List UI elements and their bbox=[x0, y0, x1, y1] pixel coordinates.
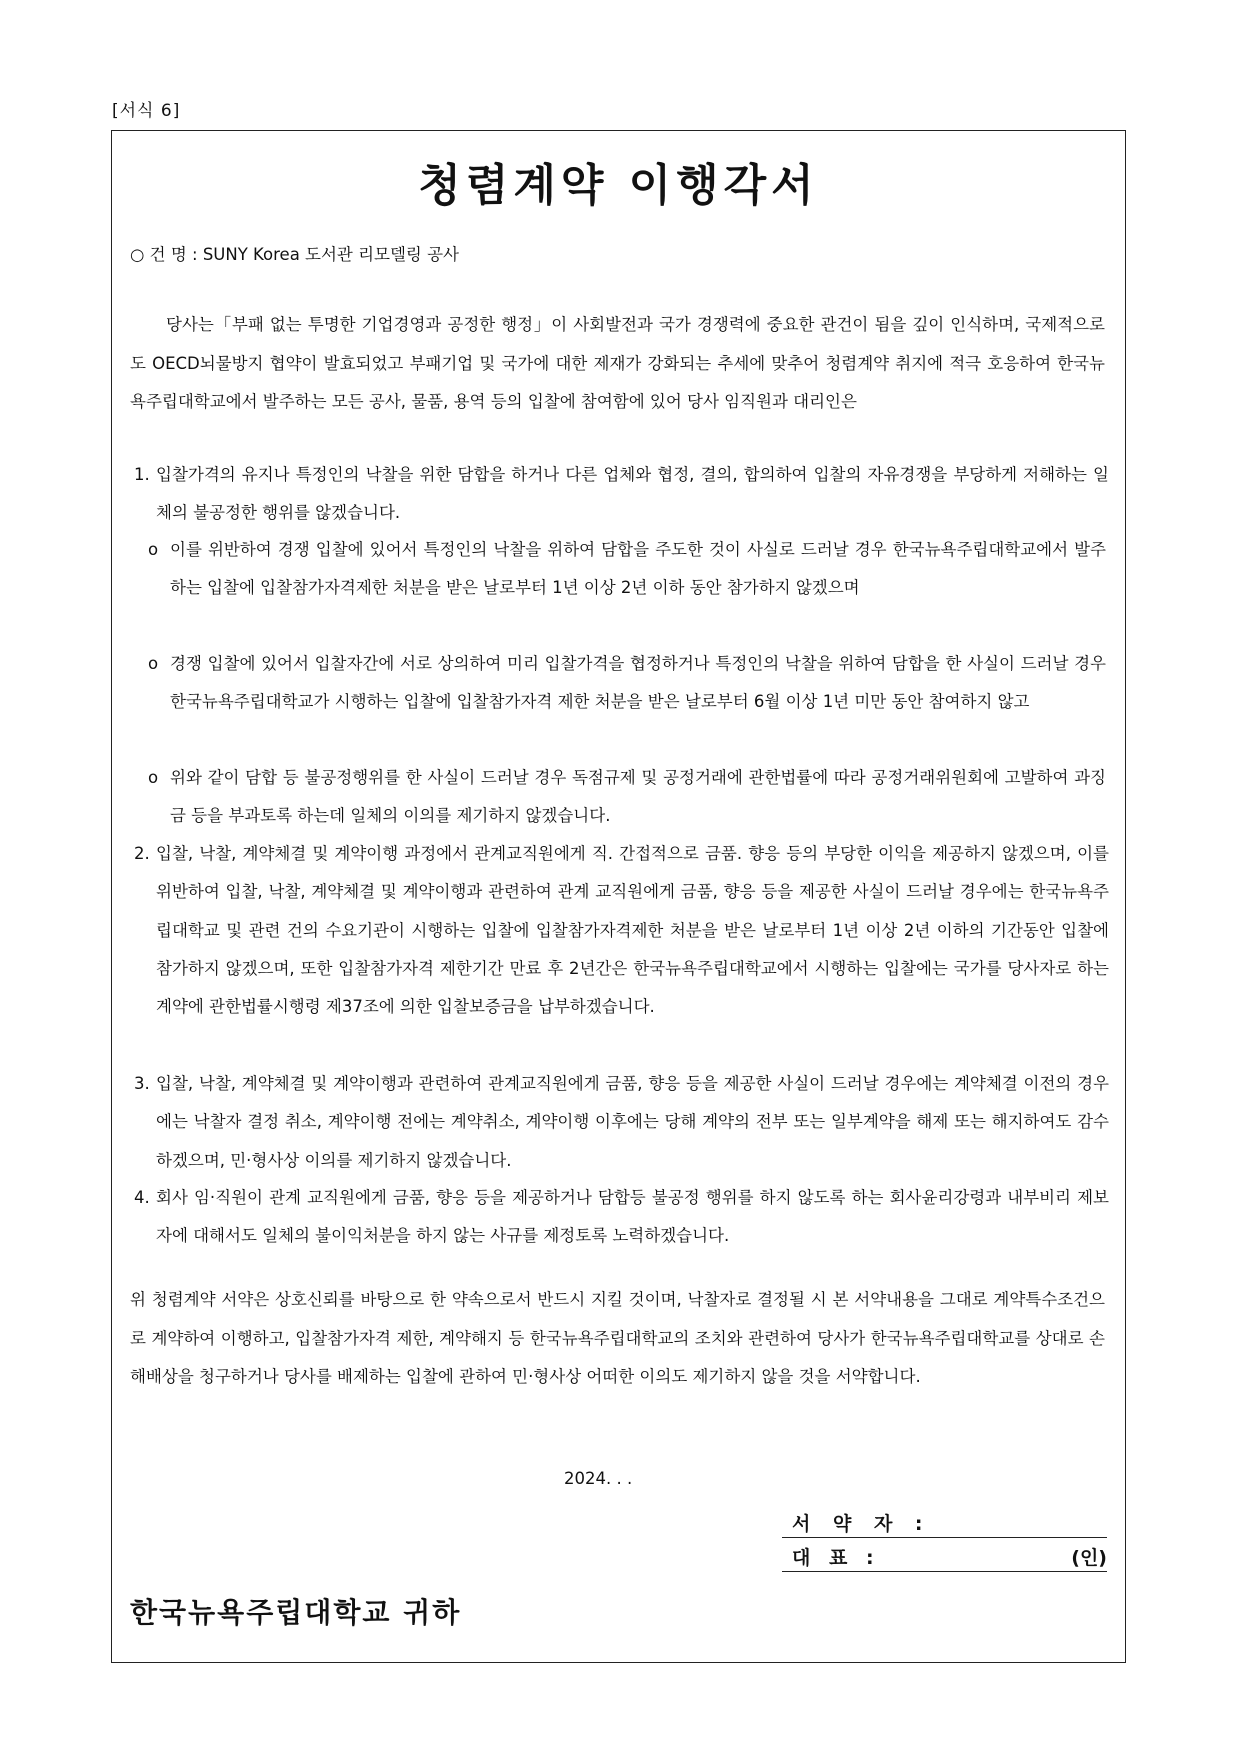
clause-number: 1. bbox=[134, 465, 150, 484]
representative-field[interactable] bbox=[782, 1541, 1107, 1572]
clause-text: 회사 임·직원이 관계 교직원에게 금품, 향응 등을 제공하거나 담합등 불공정 행위를 하지 않도록 하는 회사윤리강령과 내부비리 제보자에 대해서도 일체의 불이익처분을 하지 않는 사규를 제정토록 노력하겠습니다. bbox=[156, 1188, 1109, 1246]
subject-line: ○ 건 명 : SUNY Korea 도서관 리모델링 공사 bbox=[130, 245, 459, 264]
document-title: 청렴계약 이행각서 bbox=[418, 160, 819, 211]
sub-clause-1 bbox=[148, 531, 1106, 608]
closing-paragraph: 위 청렴계약 서약은 상호신뢰를 바탕으로 한 약속으로서 반드시 지킬 것이며, 낙찰자로 결정될 시 본 서약내용을 그대로 계약특수조건으로 계약하여 이행하고, 입찰참가자격 제한, 계약해지 등 한국뉴욕주립대학교의 조치와 관련하여 당사가 한국뉴욕주립대학교를 상대로 손해배상을 청구하거나 당사를 배제하는 입찰에 관하여 민·형사상 어떠한 이의도 제기하지 않을 것을 서약합니다. bbox=[130, 1290, 1105, 1386]
sub-clause-2 bbox=[148, 645, 1106, 722]
sub-clause-text: 경쟁 입찰에 있어서 입찰자간에 서로 상의하여 미리 입찰가격을 협정하거나 특정인의 낙찰을 위하여 담합을 한 사실이 드러날 경우 한국뉴욕주립대학교가 시행하는 입찰에 입찰참가자격 제한 처분을 받은 날로부터 6월 이상 1년 미만 동안 참여하지 않고 bbox=[170, 654, 1106, 712]
addressee: 한국뉴욕주립대학교 귀하 bbox=[130, 1596, 462, 1629]
sub-clause-text: 위와 같이 담합 등 불공정행위를 한 사실이 드러날 경우 독점규제 및 공정거래에 관한법률에 따라 공정거래위원회에 고발하여 과징금 등을 부과토록 하는데 일체의 이의를 제기하지 않겠습니다. bbox=[170, 768, 1106, 826]
document-frame bbox=[111, 130, 1126, 1663]
signatory-field[interactable] bbox=[782, 1507, 1107, 1538]
sub-clause-bullet: o bbox=[148, 768, 159, 787]
sub-clause-bullet: o bbox=[148, 654, 159, 673]
clause-4 bbox=[134, 1179, 1109, 1256]
sub-clause-3 bbox=[148, 759, 1106, 836]
clause-3 bbox=[134, 1065, 1109, 1180]
seal-label: (인) bbox=[1071, 1547, 1107, 1569]
representative-label: 대 표 : bbox=[792, 1547, 880, 1569]
clause-number: 2. bbox=[134, 844, 150, 863]
intro-paragraph: 당사는「부패 없는 투명한 기업경영과 공정한 행정」이 사회발전과 국가 경쟁력에 중요한 관건이 됨을 깊이 인식하며, 국제적으로도 OECD뇌물방지 협약이 발효되었고 부패기업 및 국가에 대한 제재가 강화되는 추세에 맞추어 청렴계약 취지에 적극 호응하여 한국뉴욕주립대학교에서 발주하는 모든 공사, 물품, 용역 등의 입찰에 참여함에 있어 당사 임직원과 대리인은 bbox=[130, 315, 1105, 411]
clause-text: 입찰, 낙찰, 계약체결 및 계약이행 과정에서 관계교직원에게 직. 간접적으로 금품. 향응 등의 부당한 이익을 제공하지 않겠으며, 이를 위반하여 입찰, 낙찰, 계약체결 및 계약이행과 관련하여 관계 교직원에게 금품, 향응 등을 제공한 사실이 드러날 경우에는 한국뉴욕주립대학교 및 관련 건의 수요기관이 시행하는 입찰에 입찰참가자격제한 처분을 받은 날로부터 1년 이상 2년 이하의 기간동안 입찰에 참가하지 않겠으며, 또한 입찰참가자격 제한기간 만료 후 2년간은 한국뉴욕주립대학교에서 시행하는 입찰에는 국가를 당사자로 하는 계약에 관한법률시행령 제37조에 의한 입찰보증금을 납부하겠습니다. bbox=[156, 844, 1109, 1017]
clause-number: 3. bbox=[134, 1074, 150, 1093]
clause-number: 4. bbox=[134, 1188, 150, 1207]
signatory-label: 서 약 자 : bbox=[792, 1513, 931, 1535]
form-number: [서식 6] bbox=[112, 101, 181, 121]
clause-text: 입찰, 낙찰, 계약체결 및 계약이행과 관련하여 관계교직원에게 금품, 향응 등을 제공한 사실이 드러날 경우에는 계약체결 이전의 경우에는 낙찰자 결정 취소, 계약이행 전에는 계약취소, 계약이행 이후에는 당해 계약의 전부 또는 일부계약을 해제 또는 해지하여도 감수하겠으며, 민·형사상 이의를 제기하지 않겠습니다. bbox=[156, 1074, 1109, 1170]
clause-1 bbox=[134, 456, 1109, 533]
signing-date: 2024. . . bbox=[564, 1469, 633, 1488]
sub-clause-bullet: o bbox=[148, 540, 159, 559]
sub-clause-text: 이를 위반하여 경쟁 입찰에 있어서 특정인의 낙찰을 위하여 담합을 주도한 것이 사실로 드러날 경우 한국뉴욕주립대학교에서 발주하는 입찰에 입찰참가자격제한 처분을 받은 날로부터 1년 이상 2년 이하 동안 참가하지 않겠으며 bbox=[170, 540, 1106, 598]
clause-text: 입찰가격의 유지나 특정인의 낙찰을 위한 담합을 하거나 다른 업체와 협정, 결의, 합의하여 입찰의 자유경쟁을 부당하게 저해하는 일체의 불공정한 행위를 않겠습니다. bbox=[156, 465, 1109, 523]
clause-2 bbox=[134, 835, 1109, 1026]
